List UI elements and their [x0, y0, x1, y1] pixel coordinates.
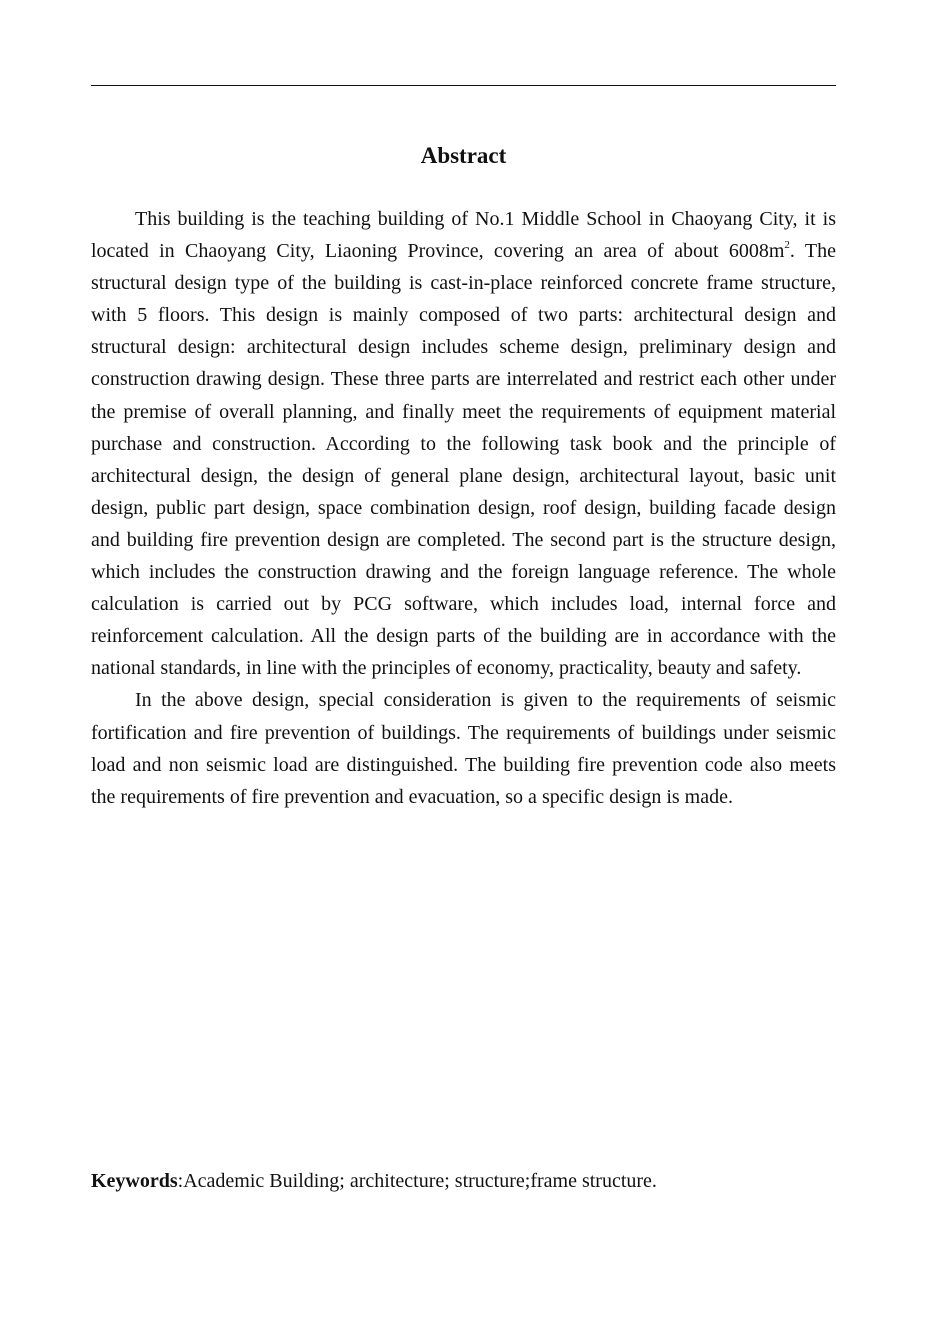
paragraph-1-text-b: . The structural design type of the building is cast-in-place reinforced concrete frame structure, with 5 floors. This design is mainly composed of two parts: architectural design and structural design: architectural design includes scheme design, preliminary design and construction drawing design. These three parts are interrelated and restrict each other under the premise of overall planning, and finally meet the requirements of equipment material purchase and construction. According to the following task book and the principle of architectural design, the design of general plane design, architectural layout, basic unit design, public part design, space combination design, roof design, building facade design and building fire prevention design are completed. The second part is the structure design, which includes the construction drawing and the foreign language reference. The whole calculation is carried out by PCG software, which includes load, internal force and reinforcement calculation. All the design parts of the building are in accordance with the national standards, in line with the principles of economy, practicality, beauty and safety. [91, 240, 836, 680]
keywords-label: Keywords [91, 1170, 178, 1192]
abstract-title: Abstract [420, 143, 507, 168]
keywords-line [91, 1165, 836, 1197]
keywords-text: :Academic Building; architecture; structure;frame structure. [177, 1170, 657, 1192]
area-superscript: 2 [784, 239, 790, 252]
abstract-paragraph-2: In the above design, special consideration is given to the requirements of seismic fortification and fire prevention of buildings. The requirements of buildings under seismic load and non seismic load are distinguished. The building fire prevention code also meets the requirements of fire prevention and evacuation, so a specific design is made. [91, 689, 836, 808]
header-rule [91, 85, 836, 86]
abstract-body [91, 203, 836, 813]
paragraph-1-text-a: This building is the teaching building of No.1 Middle School in Chaoyang City, it is located in Chaoyang City, Liaoning Province, covering an area of about 6008m [91, 208, 836, 263]
abstract-paragraph-1 [91, 203, 836, 684]
